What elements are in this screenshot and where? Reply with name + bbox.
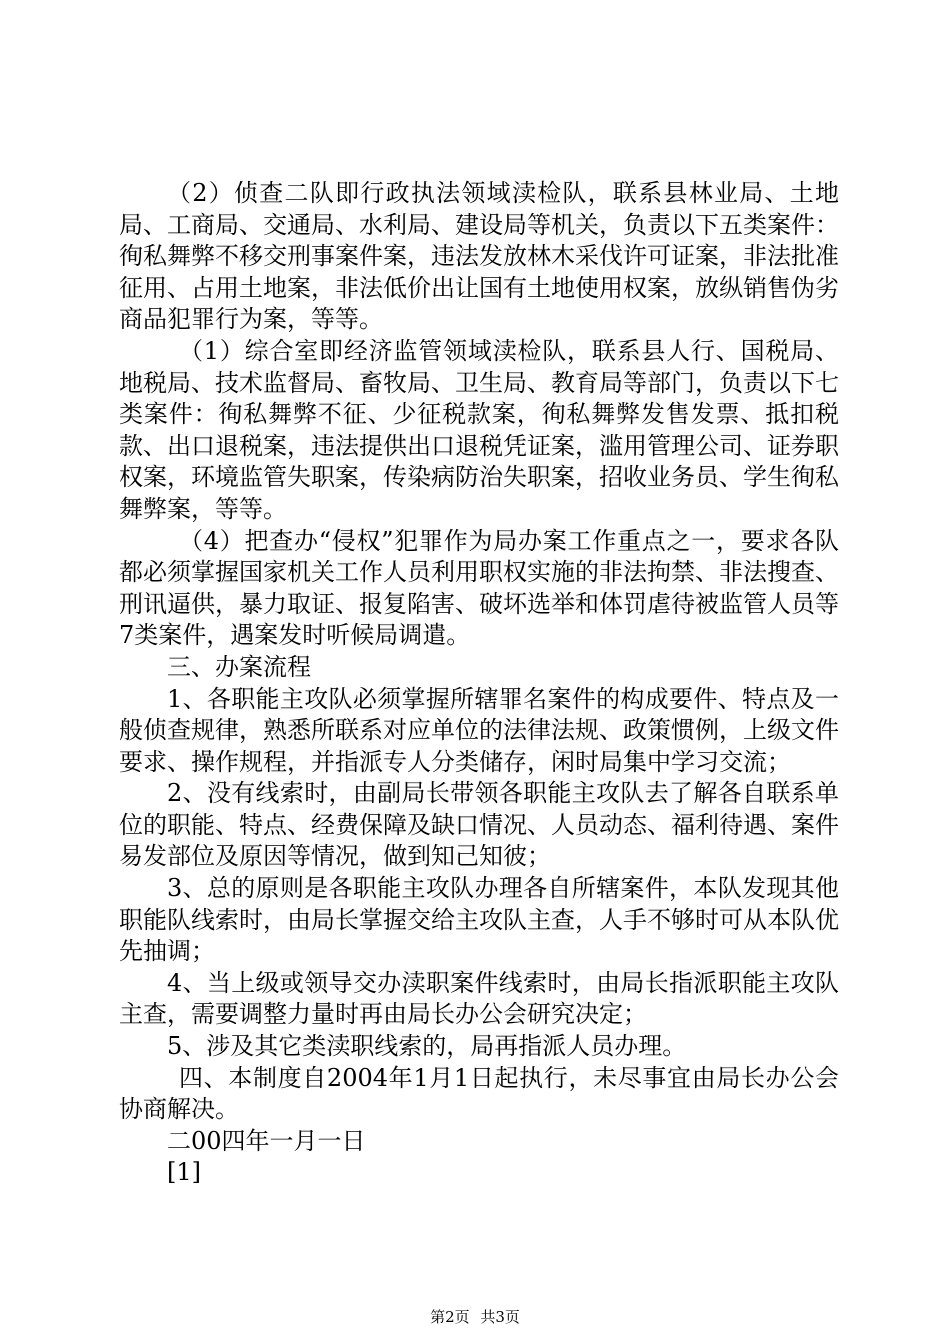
paragraph-general-office: （1）综合室即经济监管领域渎检队，联系县人行、国税局、地税局、技术监督局、畜牧局、卫生局、教育局等部门，负责以下七类案件：徇私舞弊不征、少征税款案，徇私舞弊发售发票、抵扣税款、出口退税案，违法提供出口退税凭证案，滥用管理公司、证券职权案，环境监管失职案，传染病防治失职案，招收业务员、学生徇私舞弊案，等等。 [119, 336, 839, 523]
page-total: 共3页 [480, 1308, 520, 1326]
paragraph-process-item-2: 2、没有线索时，由副局长带领各职能主攻队去了解各自联系单位的职能、特点、经费保障及缺口情况、人员动态、福利待遇、案件易发部位及原因等情况，做到知己知彼； [119, 779, 839, 871]
paragraph-effective-date: 四、本制度自2004年1月1日起执行，未尽事宜由局长办公会协商解决。 [119, 1063, 839, 1124]
page-number: 第2页 [430, 1308, 470, 1326]
paragraph-process-item-1: 1、各职能主攻队必须掌握所辖罪名案件的构成要件、特点及一般侦查规律，熟悉所联系对应单位的法律法规、政策惯例，上级文件要求、操作规程，并指派专人分类储存，闲时局集中学习交流； [119, 684, 839, 776]
paragraph-process-item-5: 5、涉及其它类渎职线索的，局再指派人员办理。 [167, 1032, 687, 1061]
paragraph-process-item-4: 4、当上级或领导交办渎职案件线索时，由局长指派职能主攻队主查，需要调整力量时再由局长办公会研究决定； [119, 968, 839, 1029]
footnote-marker: [1] [167, 1158, 201, 1187]
document-body [119, 178, 839, 1189]
paragraph-infringement-cases: （4）把查办“侵权”犯罪作为局办案工作重点之一，要求各队都必须掌握国家机关工作人员利用职权实施的非法拘禁、非法搜查、刑讯逼供，暴力取证、报复陷害、破坏选举和体罚虐待被监管人员等7类案件，遇案发时听候局调遣。 [119, 526, 839, 650]
document-date: 二00四年一月一日 [167, 1126, 366, 1155]
paragraph-investigation-team-2: （2）侦查二队即行政执法领域渎检队，联系县林业局、土地局、工商局、交通局、水利局、建设局等机关，负责以下五类案件：徇私舞弊不移交刑事案件案，违法发放林木采伐许可证案，非法批准征用、占用土地案，非法低价出让国有土地使用权案，放纵销售伪劣商品犯罪行为案，等等。 [119, 179, 839, 334]
paragraph-process-item-3: 3、总的原则是各职能主攻队办理各自所辖案件，本队发现其他职能队线索时，由局长掌握交给主攻队主查，人手不够时可从本队优先抽调； [119, 874, 839, 966]
page-footer [0, 1306, 950, 1327]
section-heading-case-process: 三、办案流程 [167, 652, 311, 681]
